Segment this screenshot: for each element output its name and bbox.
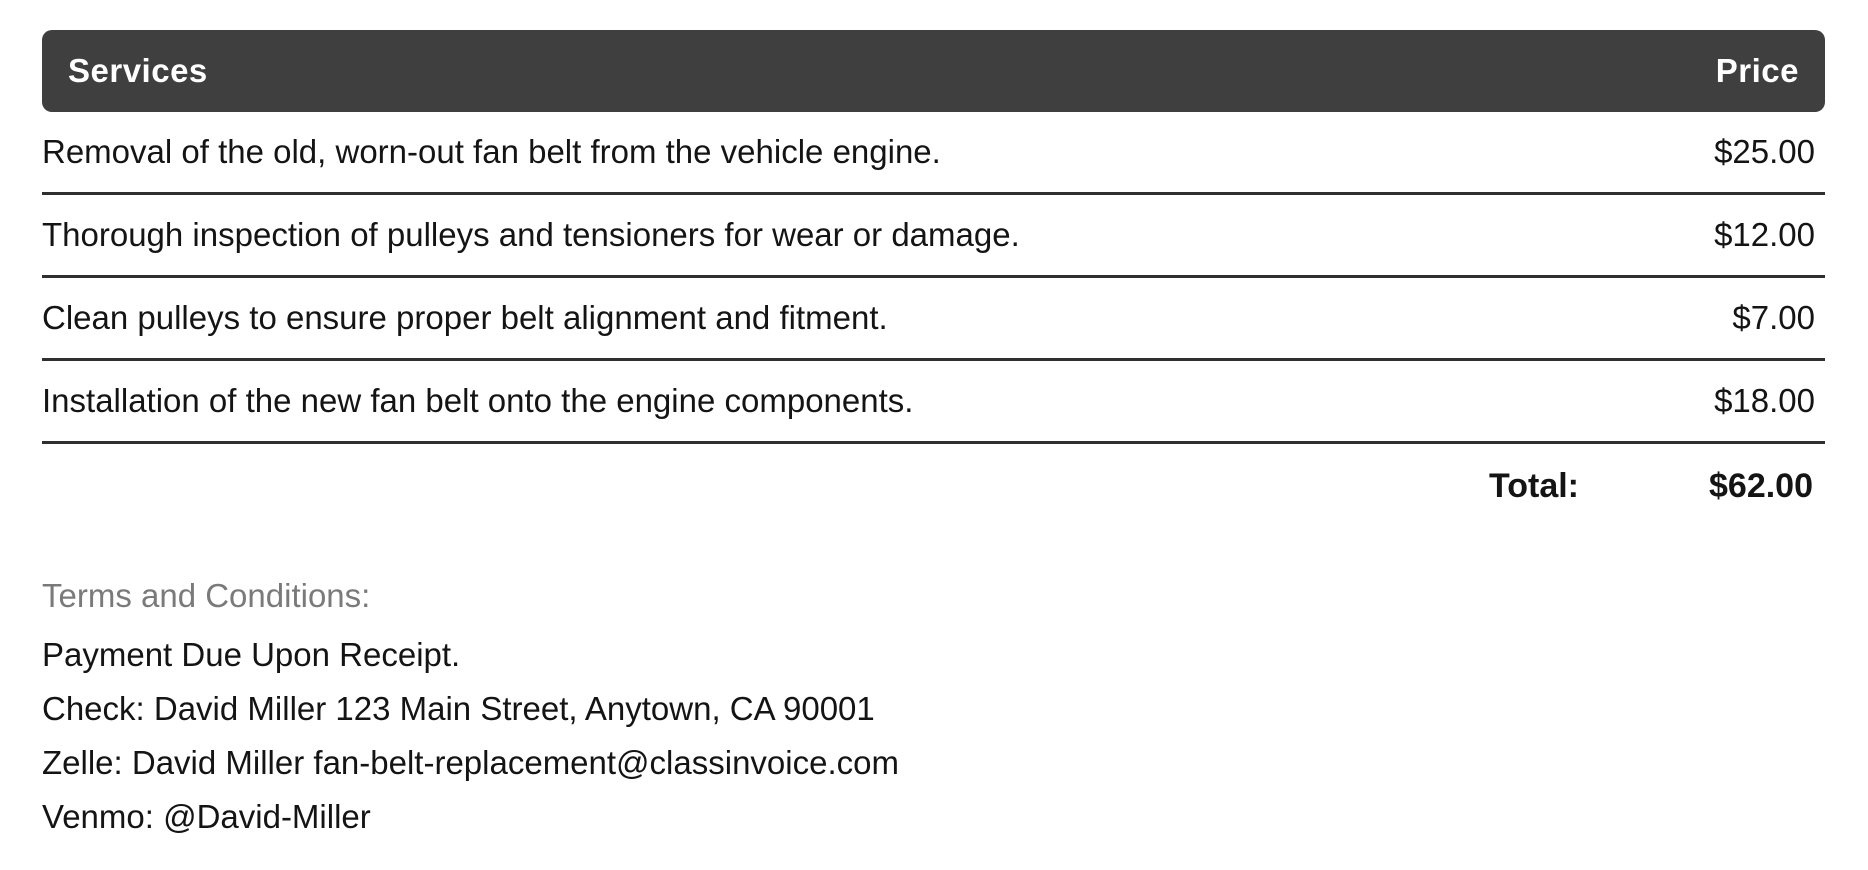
total-value: $62.00 (1709, 466, 1813, 505)
terms-heading: Terms and Conditions: (42, 577, 371, 614)
terms-section (42, 568, 1825, 844)
service-description: Thorough inspection of pulleys and tensioners for wear or damage. (42, 216, 1020, 253)
terms-line-venmo: Venmo: @David-Miller (42, 798, 371, 835)
service-price: $18.00 (1714, 382, 1815, 419)
service-row (42, 195, 1825, 278)
service-row (42, 112, 1825, 195)
total-label: Total: (1488, 466, 1579, 505)
total-row (42, 444, 1825, 528)
service-price: $12.00 (1714, 216, 1815, 253)
service-description: Clean pulleys to ensure proper belt alignment and fitment. (42, 299, 888, 336)
service-price: $25.00 (1714, 133, 1815, 170)
column-header-price: Price (1715, 52, 1799, 89)
service-description: Removal of the old, worn-out fan belt from the vehicle engine. (42, 133, 941, 170)
service-description: Installation of the new fan belt onto the engine components. (42, 382, 914, 419)
service-price: $7.00 (1732, 299, 1815, 336)
service-row (42, 278, 1825, 361)
terms-line-zelle: Zelle: David Miller fan-belt-replacement@classinvoice.com (42, 744, 899, 781)
terms-line-payment: Payment Due Upon Receipt. (42, 636, 461, 673)
column-header-services: Services (68, 52, 208, 89)
terms-line-check: Check: David Miller 123 Main Street, Anytown, CA 90001 (42, 690, 875, 727)
services-table-header (42, 30, 1825, 112)
service-row (42, 361, 1825, 444)
